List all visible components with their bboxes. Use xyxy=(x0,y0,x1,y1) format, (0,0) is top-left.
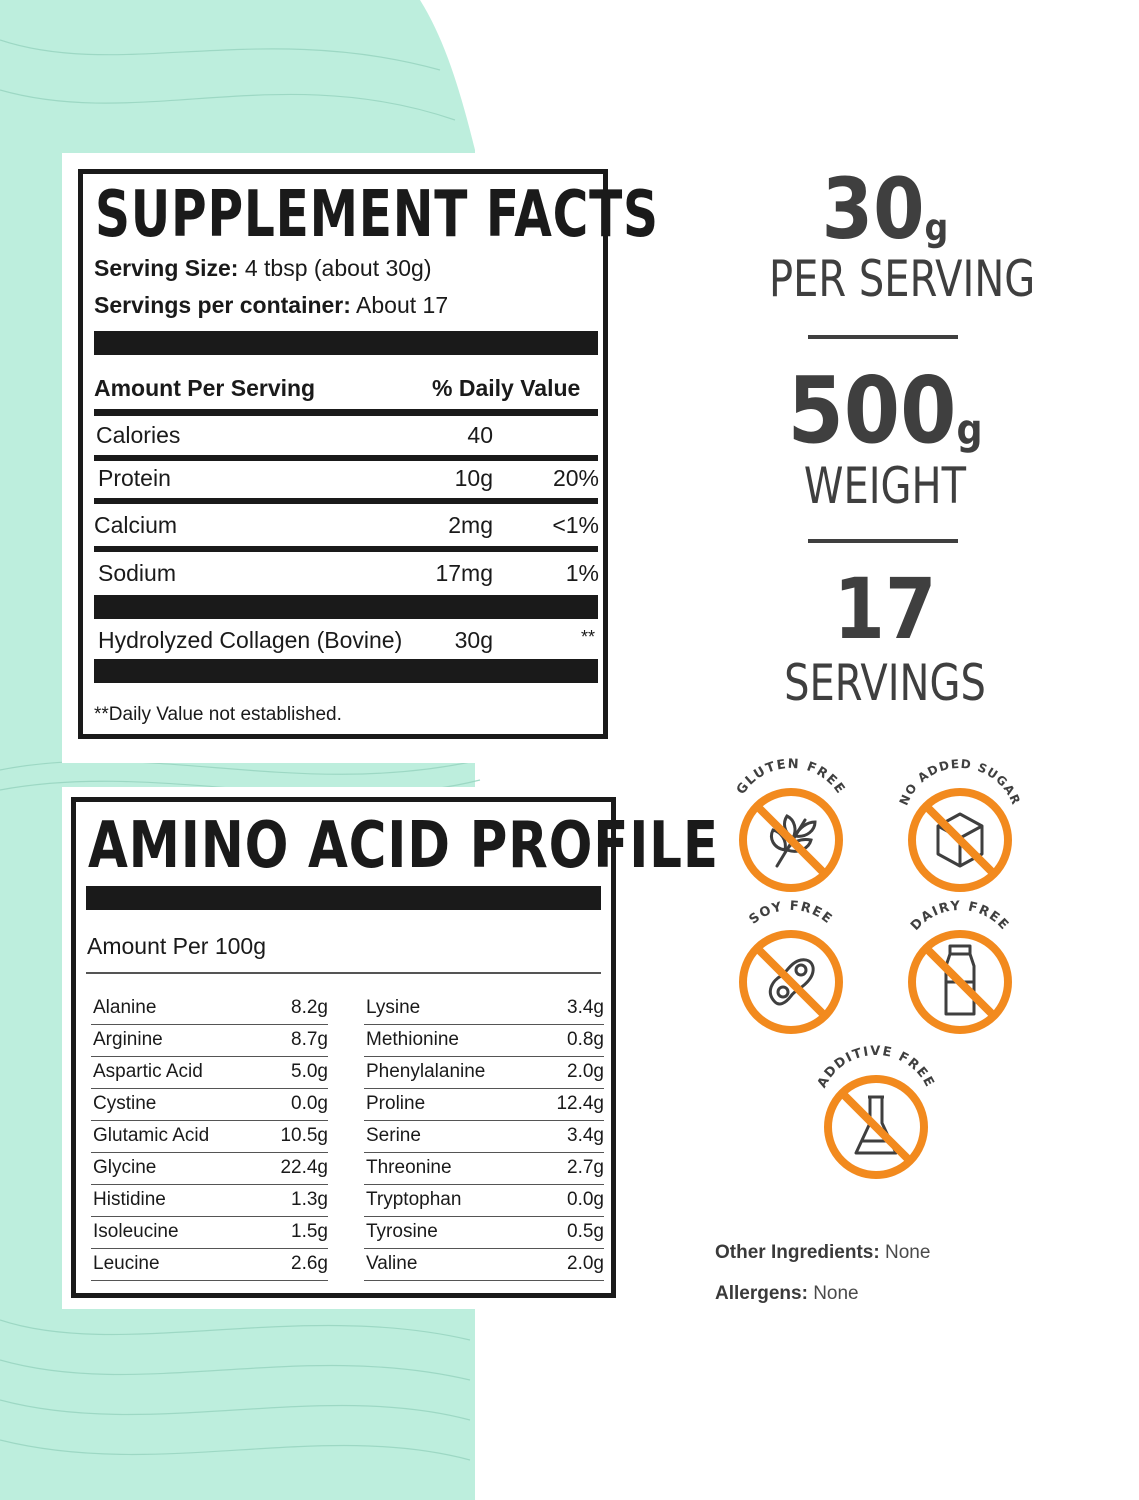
amino-name: Glutamic Acid xyxy=(93,1125,210,1146)
stats-divider xyxy=(808,335,958,339)
thick-divider xyxy=(86,886,601,910)
servings-stat xyxy=(757,560,1012,658)
soy-free-badge xyxy=(721,900,861,1040)
amount-per-serving-header: Amount Per Serving xyxy=(94,375,316,401)
per-serving-number: 30 xyxy=(821,160,925,258)
badge-label: SOY FREE xyxy=(746,900,836,928)
amino-value: 3.4g xyxy=(567,1125,604,1146)
amino-row xyxy=(91,1249,328,1281)
nutrient-daily-value: ** xyxy=(580,627,595,647)
other-ingredients-label: Other Ingredients: xyxy=(715,1242,880,1263)
amino-row xyxy=(364,1153,604,1185)
nutrient-amount: 30g xyxy=(454,627,493,653)
row-divider xyxy=(94,546,598,552)
thick-divider xyxy=(94,595,598,619)
amino-name: Histidine xyxy=(93,1189,166,1210)
amino-row xyxy=(91,1153,328,1185)
amino-name: Serine xyxy=(366,1125,421,1146)
badge-label: DAIRY FREE xyxy=(908,900,1012,934)
thin-divider xyxy=(86,972,601,974)
nutrient-daily-value: 20% xyxy=(552,465,599,491)
amino-name: Threonine xyxy=(366,1157,452,1178)
nutrient-name: Hydrolyzed Collagen (Bovine) xyxy=(98,627,403,653)
nutrient-amount: 17mg xyxy=(435,560,493,586)
amino-value: 0.5g xyxy=(567,1221,604,1242)
gluten-free-badge xyxy=(721,758,861,898)
amino-value: 8.7g xyxy=(291,1029,328,1050)
amino-row xyxy=(364,1089,604,1121)
amino-value: 1.5g xyxy=(291,1221,328,1242)
servings-per-container-value: About 17 xyxy=(356,292,449,318)
nutrient-name: Calories xyxy=(96,422,181,448)
amino-row xyxy=(91,1089,328,1121)
amino-value: 22.4g xyxy=(280,1157,328,1178)
svg-text:SOY FREE xyxy=(747,900,836,928)
amino-row xyxy=(91,1217,328,1249)
dairy-free-badge xyxy=(890,900,1030,1040)
stats-divider xyxy=(808,539,958,543)
amino-value: 5.0g xyxy=(291,1061,328,1082)
amino-row xyxy=(91,1057,328,1089)
supplement-facts-panel xyxy=(78,169,659,739)
amino-name: Leucine xyxy=(93,1253,160,1274)
badge-label: NO ADDED SUGAR xyxy=(896,758,1024,808)
amino-row xyxy=(364,1249,604,1281)
amino-name: Valine xyxy=(366,1253,418,1274)
amino-name: Proline xyxy=(366,1093,426,1114)
amino-value: 10.5g xyxy=(280,1125,328,1146)
per-serving-label: PER SERVING xyxy=(769,250,1036,308)
other-ingredients-value: None xyxy=(884,1242,931,1263)
amino-name: Cystine xyxy=(93,1093,157,1114)
amino-value: 2.6g xyxy=(291,1253,328,1274)
nutrient-amount: 40 xyxy=(467,422,493,448)
amino-name: Lysine xyxy=(366,997,421,1018)
amino-value: 3.4g xyxy=(567,997,604,1018)
row-divider xyxy=(94,455,598,461)
amino-value: 2.0g xyxy=(567,1061,604,1082)
amino-name: Isoleucine xyxy=(93,1221,179,1242)
daily-value-footnote: **Daily Value not established. xyxy=(94,704,342,725)
row-divider xyxy=(94,498,598,504)
thick-divider xyxy=(94,659,598,683)
servings-label: SERVINGS xyxy=(784,654,986,712)
nutrient-daily-value: 1% xyxy=(565,560,599,586)
amino-row xyxy=(364,1057,604,1089)
weight-stat xyxy=(757,357,1012,464)
amino-row xyxy=(91,1025,328,1057)
servings-number: 17 xyxy=(833,560,937,658)
supplement-facts-title: SUPPLEMENT FACTS xyxy=(95,178,659,252)
other-ingredients xyxy=(715,1242,930,1264)
amino-row xyxy=(364,993,604,1025)
additive-free-badge xyxy=(806,1045,946,1185)
amino-row xyxy=(91,1121,328,1153)
nutrient-name: Calcium xyxy=(94,512,178,538)
amino-name: Methionine xyxy=(366,1029,459,1050)
badge-label: ADDITIVE FREE xyxy=(814,1045,938,1091)
per-serving-unit: g xyxy=(924,204,949,249)
weight-number: 500 xyxy=(787,357,957,464)
allergens-value: None xyxy=(813,1283,859,1304)
serving-size-label: Serving Size: xyxy=(94,255,239,281)
amino-acid-profile-title: AMINO ACID PROFILE xyxy=(88,809,719,883)
amino-row xyxy=(364,1025,604,1057)
amino-name: Aspartic Acid xyxy=(93,1061,203,1082)
serving-size-value: 4 tbsp (about 30g) xyxy=(244,255,432,281)
amino-value: 12.4g xyxy=(556,1093,604,1114)
amino-value: 0.8g xyxy=(567,1029,604,1050)
amino-value: 8.2g xyxy=(291,997,328,1018)
amino-name: Arginine xyxy=(93,1029,163,1050)
nutrient-amount: 2mg xyxy=(448,512,493,538)
weight-label: WEIGHT xyxy=(803,457,967,515)
svg-text:DAIRY FREE xyxy=(908,900,1012,934)
amino-left-column xyxy=(91,993,328,1281)
no-added-sugar-badge xyxy=(890,758,1030,898)
nutrient-name: Protein xyxy=(98,465,171,491)
header-divider xyxy=(94,409,598,416)
amino-value: 2.0g xyxy=(567,1253,604,1274)
amino-value: 2.7g xyxy=(567,1157,604,1178)
amino-name: Tyrosine xyxy=(366,1221,438,1242)
badge-label: GLUTEN FREE xyxy=(733,758,849,798)
amino-name: Tryptophan xyxy=(366,1189,462,1210)
amino-row xyxy=(91,1185,328,1217)
amino-name: Alanine xyxy=(93,997,157,1018)
svg-text:NO ADDED SUGAR xyxy=(897,758,1024,807)
allergens-label: Allergens: xyxy=(715,1283,808,1304)
amino-value: 0.0g xyxy=(291,1093,328,1114)
amino-name: Glycine xyxy=(93,1157,157,1178)
nutrient-amount: 10g xyxy=(454,465,493,491)
servings-per-container-label: Servings per container: xyxy=(94,292,351,318)
amino-value: 1.3g xyxy=(291,1189,328,1210)
amino-name: Phenylalanine xyxy=(366,1061,486,1082)
amino-row xyxy=(364,1217,604,1249)
amino-subtitle: Amount Per 100g xyxy=(87,933,267,959)
allergens xyxy=(715,1283,859,1305)
daily-value-header: % Daily Value xyxy=(432,375,581,401)
amino-value: 0.0g xyxy=(567,1189,604,1210)
amino-row xyxy=(91,993,328,1025)
amino-row xyxy=(364,1121,604,1153)
weight-unit: g xyxy=(956,406,983,455)
nutrient-daily-value: <1% xyxy=(552,512,599,538)
svg-text:ADDITIVE FREE xyxy=(815,1045,937,1091)
amino-acid-profile-panel xyxy=(71,797,719,1298)
thick-divider xyxy=(94,331,598,355)
nutrient-name: Sodium xyxy=(98,560,176,586)
amino-row xyxy=(364,1185,604,1217)
amino-right-column xyxy=(364,993,604,1281)
